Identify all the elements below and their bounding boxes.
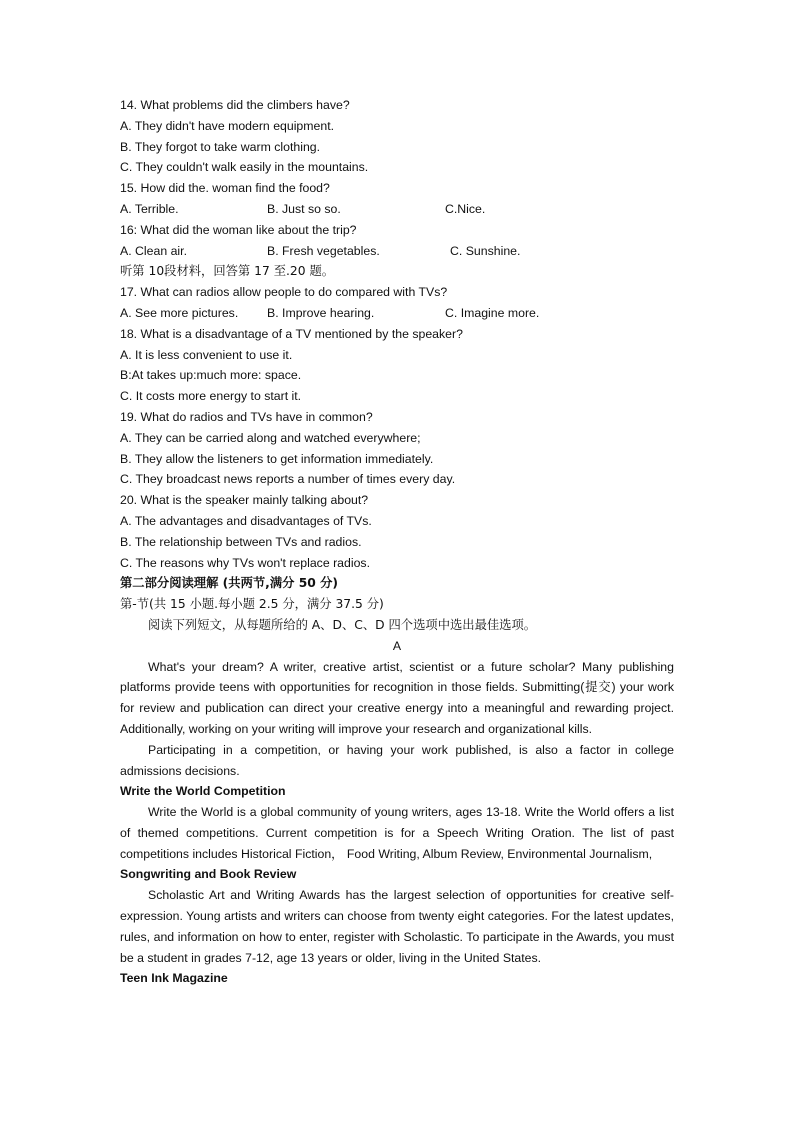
q18-option-a: A. It is less convenient to use it. — [120, 347, 293, 362]
passage-paragraph-1: What's your dream? A writer, creative artist, scientist or a future scholar? Many publishing platforms provide teens with opportunities for recognition in those fields. Submitting(提交) your work for review and publication can direct your creative energy into a meaningful and rewarding project. Additionally, working on your writing will improve your research and organizational kills. — [120, 659, 674, 736]
q19-option-a: A. They can be carried along and watched everywhere; — [120, 430, 421, 445]
question-20: 20. What is the speaker mainly talking about? — [120, 493, 369, 508]
section-heading-teen-ink: Teen Ink Magazine — [120, 971, 228, 986]
question-19: 19. What do radios and TVs have in common? — [120, 409, 373, 424]
q17-option-a: A. See more pictures. — [120, 305, 239, 320]
q17-options — [120, 303, 674, 324]
q18-option-c: C. It costs more energy to start it. — [120, 389, 302, 404]
question-18: 18. What is a disadvantage of a TV mentioned by the speaker? — [120, 326, 463, 341]
q20-option-c: C. The reasons why TVs won't replace radios. — [120, 555, 370, 570]
q20-option-b: B. The relationship between TVs and radios. — [120, 534, 362, 549]
q19-option-c: C. They broadcast news reports a number of times every day. — [120, 472, 456, 487]
q19-option-b: B. They allow the listeners to get information immediately. — [120, 451, 434, 466]
q20-option-a: A. The advantages and disadvantages of TVs. — [120, 513, 372, 528]
section-1-title: 第-节(共 15 小题.每小题 2.5 分，满分 37.5 分) — [120, 597, 384, 612]
q14-option-c: C. They couldn't walk easily in the mountains. — [120, 160, 369, 175]
section-heading-write-the-world: Write the World Competition — [120, 784, 286, 799]
q15-option-a: A. Terrible. — [120, 201, 179, 216]
q15-option-c: C.Nice. — [445, 201, 486, 216]
reading-instruction: 阅读下列短文，从每题所给的 A、D、C、D 四个选项中选出最佳选项。 — [148, 617, 537, 632]
q16-option-c: C. Sunshine. — [450, 243, 521, 258]
q18-option-b: B:At takes up:much more: space. — [120, 368, 302, 383]
q16-options — [120, 241, 674, 262]
q17-option-c: C. Imagine more. — [445, 305, 540, 320]
passage-label: A — [392, 638, 402, 653]
q16-option-b: B. Fresh vegetables. — [267, 243, 380, 258]
passage-paragraph-4: Scholastic Art and Writing Awards has the largest selection of opportunities for creative self-expression. Young artists and writers can choose from twenty eight categories. For the latest updates, rules, and information on how to enter, register with Scholastic. To participate in the Awards, you must be a student in grades 7-12, age 13 years or older, living in the United States. — [120, 888, 674, 965]
section-heading-songwriting: Songwriting and Book Review — [120, 867, 297, 882]
q14-option-b: B. They forgot to take warm clothing. — [120, 139, 321, 154]
section-10-instruction: 听第 10段材料，回答第 17 至.20 题。 — [120, 264, 335, 279]
q15-option-b: B. Just so so. — [267, 201, 341, 216]
question-16: 16: What did the woman like about the trip? — [120, 222, 357, 237]
document-page — [120, 95, 674, 989]
q15-options — [120, 199, 674, 220]
passage-paragraph-2: Participating in a competition, or having your work published, is also a factor in college admissions decisions. — [120, 742, 674, 778]
q14-option-a: A. They didn't have modern equipment. — [120, 118, 335, 133]
part-2-title: 第二部分阅读理解 (共两节,满分 50 分) — [120, 576, 339, 591]
q17-option-b: B. Improve hearing. — [267, 305, 375, 320]
passage-paragraph-3: Write the World is a global community of young writers, ages 13-18. Write the World offers a list of themed competitions. Current competition is for a Speech Writing Oration. The list of past competitions includes Historical Fiction， Food Writing, Album Review, Environmental Journalism, — [120, 805, 674, 861]
q16-option-a: A. Clean air. — [120, 243, 187, 258]
question-15: 15. How did the. woman find the food? — [120, 181, 330, 196]
question-14: 14. What problems did the climbers have? — [120, 98, 350, 112]
question-17: 17. What can radios allow people to do compared with TVs? — [120, 285, 448, 300]
